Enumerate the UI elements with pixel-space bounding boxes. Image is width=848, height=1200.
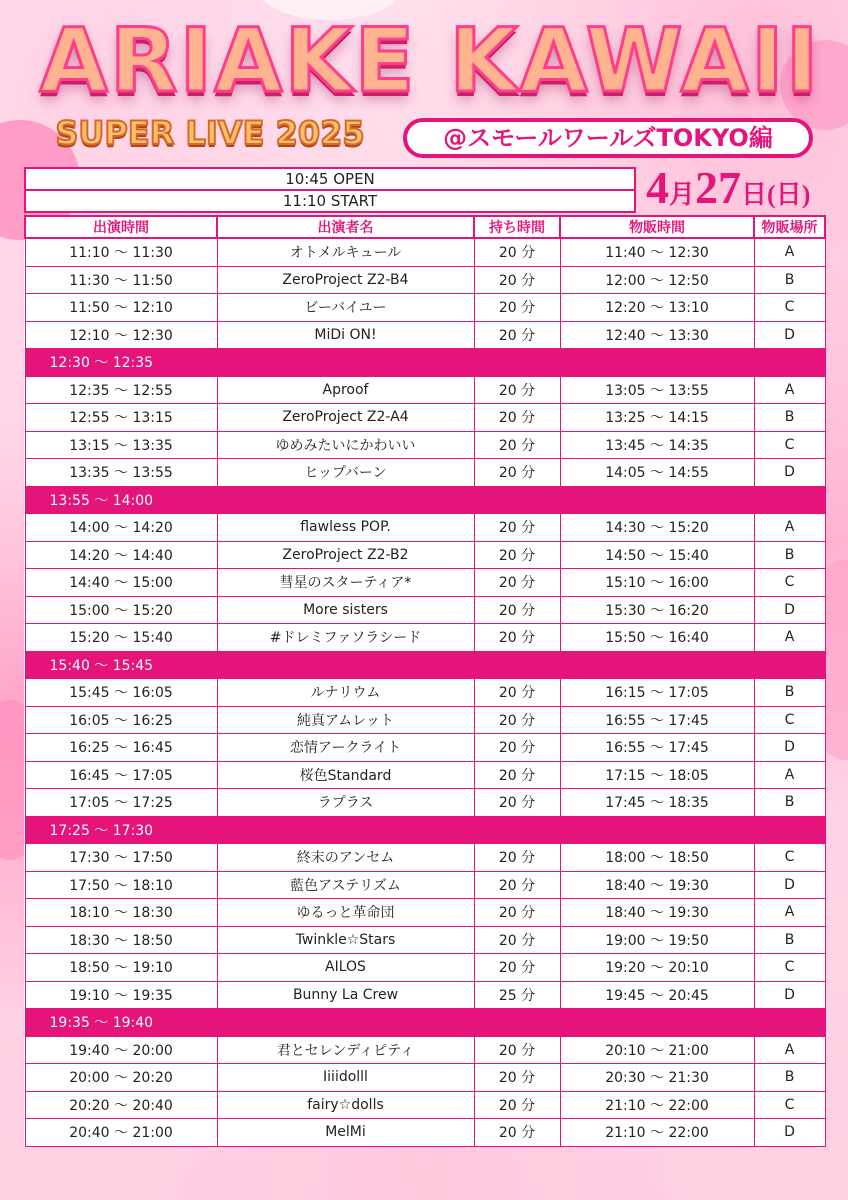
duration-cell: 20 分 xyxy=(474,404,560,432)
merch-time-cell: 13:05 ～ 13:55 xyxy=(560,376,754,404)
performance-time-cell: 15:45 ～ 16:05 xyxy=(25,679,217,707)
performer-cell: ZeroProject Z2-B4 xyxy=(217,266,474,294)
performer-cell: 恋情アークライト xyxy=(217,734,474,762)
performer-cell: ビーバイユー xyxy=(217,294,474,322)
table-row xyxy=(25,844,825,872)
performer-cell: More sisters xyxy=(217,596,474,624)
merch-place-cell: D xyxy=(754,734,825,762)
table-row xyxy=(25,569,825,597)
performance-time-cell: 17:30 ～ 17:50 xyxy=(25,844,217,872)
performance-time-cell: 12:55 ～ 13:15 xyxy=(25,404,217,432)
merch-place-cell: A xyxy=(754,1036,825,1064)
merch-place-cell: A xyxy=(754,514,825,542)
table-row xyxy=(25,1119,825,1147)
performer-cell: 藍色アステリズム xyxy=(217,871,474,899)
duration-cell: 20 分 xyxy=(474,926,560,954)
performance-time-cell: 13:15 ～ 13:35 xyxy=(25,431,217,459)
timetable-header-row xyxy=(25,216,825,238)
duration-cell: 20 分 xyxy=(474,569,560,597)
performance-time-cell: 17:50 ～ 18:10 xyxy=(25,871,217,899)
performer-cell: 終末のアンセム xyxy=(217,844,474,872)
merch-time-cell: 12:20 ～ 13:10 xyxy=(560,294,754,322)
merch-time-cell: 13:45 ～ 14:35 xyxy=(560,431,754,459)
duration-cell: 20 分 xyxy=(474,376,560,404)
performance-time-cell: 11:10 ～ 11:30 xyxy=(25,238,217,266)
merch-time-cell: 17:15 ～ 18:05 xyxy=(560,761,754,789)
duration-cell: 20 分 xyxy=(474,321,560,349)
merch-place-cell: C xyxy=(754,844,825,872)
performance-time-cell: 16:05 ～ 16:25 xyxy=(25,706,217,734)
merch-time-cell: 21:10 ～ 22:00 xyxy=(560,1091,754,1119)
merch-place-cell: A xyxy=(754,376,825,404)
performer-cell: flawless POP. xyxy=(217,514,474,542)
table-row xyxy=(25,541,825,569)
merch-time-cell: 13:25 ～ 14:15 xyxy=(560,404,754,432)
table-row xyxy=(25,899,825,927)
merch-place-cell: D xyxy=(754,871,825,899)
duration-cell: 25 分 xyxy=(474,981,560,1009)
table-row xyxy=(25,679,825,707)
duration-cell: 20 分 xyxy=(474,844,560,872)
column-header-performer: 出演者名 xyxy=(217,216,474,238)
duration-cell: 20 分 xyxy=(474,899,560,927)
table-row xyxy=(25,294,825,322)
merch-place-cell: C xyxy=(754,706,825,734)
merch-place-cell: B xyxy=(754,789,825,817)
column-header-merch-place: 物販場所 xyxy=(754,216,825,238)
merch-place-cell: B xyxy=(754,541,825,569)
performer-cell: Twinkle☆Stars xyxy=(217,926,474,954)
table-row xyxy=(25,238,825,266)
performer-cell: Aproof xyxy=(217,376,474,404)
merch-time-cell: 18:40 ～ 19:30 xyxy=(560,871,754,899)
performance-time-cell: 20:20 ～ 20:40 xyxy=(25,1091,217,1119)
date-day: 27 xyxy=(695,162,742,213)
performance-time-cell: 20:00 ～ 20:20 xyxy=(25,1064,217,1092)
merch-time-cell: 16:55 ～ 17:45 xyxy=(560,706,754,734)
table-row xyxy=(25,404,825,432)
break-time: 13:55 ～ 14:00 xyxy=(25,486,825,514)
performer-cell: #ドレミファソラシード xyxy=(217,624,474,652)
performer-cell: ZeroProject Z2-A4 xyxy=(217,404,474,432)
performer-cell: ラプラス xyxy=(217,789,474,817)
merch-time-cell: 15:50 ～ 16:40 xyxy=(560,624,754,652)
merch-place-cell: A xyxy=(754,761,825,789)
duration-cell: 20 分 xyxy=(474,789,560,817)
duration-cell: 20 分 xyxy=(474,954,560,982)
table-row xyxy=(25,926,825,954)
merch-time-cell: 15:10 ～ 16:00 xyxy=(560,569,754,597)
start-time: 11:10 START xyxy=(24,191,636,213)
performance-time-cell: 11:50 ～ 12:10 xyxy=(25,294,217,322)
performer-cell: Iiiidolll xyxy=(217,1064,474,1092)
merch-time-cell: 14:50 ～ 15:40 xyxy=(560,541,754,569)
merch-place-cell: D xyxy=(754,321,825,349)
table-row xyxy=(25,981,825,1009)
column-header-merch-time: 物販時間 xyxy=(560,216,754,238)
performance-time-cell: 11:30 ～ 11:50 xyxy=(25,266,217,294)
performance-time-cell: 19:40 ～ 20:00 xyxy=(25,1036,217,1064)
table-row xyxy=(25,266,825,294)
duration-cell: 20 分 xyxy=(474,596,560,624)
date-month-kanji: 月 xyxy=(669,180,696,209)
merch-time-cell: 19:00 ～ 19:50 xyxy=(560,926,754,954)
performance-time-cell: 18:10 ～ 18:30 xyxy=(25,899,217,927)
merch-place-cell: C xyxy=(754,569,825,597)
performance-time-cell: 14:00 ～ 14:20 xyxy=(25,514,217,542)
merch-time-cell: 16:15 ～ 17:05 xyxy=(560,679,754,707)
merch-place-cell: D xyxy=(754,981,825,1009)
timetable xyxy=(24,215,826,1147)
break-row xyxy=(25,651,825,679)
merch-time-cell: 19:20 ～ 20:10 xyxy=(560,954,754,982)
duration-cell: 20 分 xyxy=(474,266,560,294)
event-subtitle: SUPER LIVE 2025 xyxy=(55,114,365,152)
merch-place-cell: B xyxy=(754,679,825,707)
performance-time-cell: 18:30 ～ 18:50 xyxy=(25,926,217,954)
table-row xyxy=(25,761,825,789)
duration-cell: 20 分 xyxy=(474,734,560,762)
open-start-box xyxy=(24,167,636,213)
performance-time-cell: 12:10 ～ 12:30 xyxy=(25,321,217,349)
table-row xyxy=(25,376,825,404)
table-row xyxy=(25,431,825,459)
performance-time-cell: 18:50 ～ 19:10 xyxy=(25,954,217,982)
merch-time-cell: 19:45 ～ 20:45 xyxy=(560,981,754,1009)
break-time: 15:40 ～ 15:45 xyxy=(25,651,825,679)
table-row xyxy=(25,459,825,487)
performer-cell: MiDi ON! xyxy=(217,321,474,349)
merch-time-cell: 17:45 ～ 18:35 xyxy=(560,789,754,817)
venue-badge: @スモールワールズTOKYO編 xyxy=(403,118,813,158)
performance-time-cell: 14:40 ～ 15:00 xyxy=(25,569,217,597)
merch-place-cell: D xyxy=(754,459,825,487)
merch-place-cell: A xyxy=(754,238,825,266)
performer-cell: オトメルキュール xyxy=(217,238,474,266)
merch-place-cell: C xyxy=(754,954,825,982)
break-time: 17:25 ～ 17:30 xyxy=(25,816,825,844)
duration-cell: 20 分 xyxy=(474,1091,560,1119)
merch-place-cell: B xyxy=(754,404,825,432)
performer-cell: 君とセレンディピティ xyxy=(217,1036,474,1064)
merch-place-cell: A xyxy=(754,624,825,652)
performer-cell: 純真アムレット xyxy=(217,706,474,734)
duration-cell: 20 分 xyxy=(474,761,560,789)
performer-cell: MelMi xyxy=(217,1119,474,1147)
table-row xyxy=(25,706,825,734)
merch-time-cell: 12:00 ～ 12:50 xyxy=(560,266,754,294)
merch-time-cell: 18:00 ～ 18:50 xyxy=(560,844,754,872)
date-weekday: (日) xyxy=(767,180,811,209)
merch-place-cell: D xyxy=(754,596,825,624)
duration-cell: 20 分 xyxy=(474,624,560,652)
merch-time-cell: 20:30 ～ 21:30 xyxy=(560,1064,754,1092)
break-time: 19:35 ～ 19:40 xyxy=(25,1009,825,1037)
performance-time-cell: 12:35 ～ 12:55 xyxy=(25,376,217,404)
column-header-duration: 持ち時間 xyxy=(474,216,560,238)
performer-cell: 彗星のスターティア* xyxy=(217,569,474,597)
duration-cell: 20 分 xyxy=(474,1119,560,1147)
duration-cell: 20 分 xyxy=(474,459,560,487)
merch-time-cell: 12:40 ～ 13:30 xyxy=(560,321,754,349)
merch-place-cell: D xyxy=(754,1119,825,1147)
duration-cell: 20 分 xyxy=(474,541,560,569)
performer-cell: ゆるっと革命団 xyxy=(217,899,474,927)
break-row xyxy=(25,486,825,514)
table-row xyxy=(25,734,825,762)
duration-cell: 20 分 xyxy=(474,871,560,899)
date-month: 4 xyxy=(646,162,669,213)
merch-time-cell: 16:55 ～ 17:45 xyxy=(560,734,754,762)
break-row xyxy=(25,816,825,844)
break-row xyxy=(25,1009,825,1037)
column-header-performance-time: 出演時間 xyxy=(25,216,217,238)
duration-cell: 20 分 xyxy=(474,238,560,266)
merch-place-cell: B xyxy=(754,1064,825,1092)
timetable-body xyxy=(25,238,825,1146)
duration-cell: 20 分 xyxy=(474,294,560,322)
duration-cell: 20 分 xyxy=(474,706,560,734)
event-date xyxy=(646,160,810,216)
performance-time-cell: 14:20 ～ 14:40 xyxy=(25,541,217,569)
performance-time-cell: 19:10 ～ 19:35 xyxy=(25,981,217,1009)
duration-cell: 20 分 xyxy=(474,1064,560,1092)
performance-time-cell: 17:05 ～ 17:25 xyxy=(25,789,217,817)
performer-cell: ヒップバーン xyxy=(217,459,474,487)
performer-cell: Bunny La Crew xyxy=(217,981,474,1009)
performer-cell: ルナリウム xyxy=(217,679,474,707)
performance-time-cell: 20:40 ～ 21:00 xyxy=(25,1119,217,1147)
table-row xyxy=(25,1064,825,1092)
merch-time-cell: 14:30 ～ 15:20 xyxy=(560,514,754,542)
merch-time-cell: 20:10 ～ 21:00 xyxy=(560,1036,754,1064)
merch-place-cell: B xyxy=(754,926,825,954)
performance-time-cell: 16:45 ～ 17:05 xyxy=(25,761,217,789)
performance-time-cell: 16:25 ～ 16:45 xyxy=(25,734,217,762)
merch-place-cell: C xyxy=(754,294,825,322)
merch-time-cell: 18:40 ～ 19:30 xyxy=(560,899,754,927)
break-time: 12:30 ～ 12:35 xyxy=(25,349,825,377)
table-row xyxy=(25,321,825,349)
table-row xyxy=(25,871,825,899)
performance-time-cell: 15:20 ～ 15:40 xyxy=(25,624,217,652)
performer-cell: fairy☆dolls xyxy=(217,1091,474,1119)
merch-time-cell: 14:05 ～ 14:55 xyxy=(560,459,754,487)
date-day-kanji: 日 xyxy=(741,180,768,209)
table-row xyxy=(25,514,825,542)
performer-cell: AILOS xyxy=(217,954,474,982)
open-time: 10:45 OPEN xyxy=(24,167,636,191)
table-row xyxy=(25,596,825,624)
table-row xyxy=(25,1036,825,1064)
table-row xyxy=(25,954,825,982)
merch-time-cell: 21:10 ～ 22:00 xyxy=(560,1119,754,1147)
event-title: ARIAKE KAWAII xyxy=(39,9,821,112)
duration-cell: 20 分 xyxy=(474,679,560,707)
merch-time-cell: 11:40 ～ 12:30 xyxy=(560,238,754,266)
merch-place-cell: C xyxy=(754,1091,825,1119)
table-row xyxy=(25,624,825,652)
merch-place-cell: A xyxy=(754,899,825,927)
duration-cell: 20 分 xyxy=(474,1036,560,1064)
performer-cell: ゆめみたいにかわいい xyxy=(217,431,474,459)
merch-time-cell: 15:30 ～ 16:20 xyxy=(560,596,754,624)
table-row xyxy=(25,1091,825,1119)
duration-cell: 20 分 xyxy=(474,431,560,459)
performance-time-cell: 13:35 ～ 13:55 xyxy=(25,459,217,487)
merch-place-cell: B xyxy=(754,266,825,294)
table-row xyxy=(25,789,825,817)
performer-cell: 桜色Standard xyxy=(217,761,474,789)
performance-time-cell: 15:00 ～ 15:20 xyxy=(25,596,217,624)
break-row xyxy=(25,349,825,377)
performer-cell: ZeroProject Z2-B2 xyxy=(217,541,474,569)
duration-cell: 20 分 xyxy=(474,514,560,542)
merch-place-cell: C xyxy=(754,431,825,459)
